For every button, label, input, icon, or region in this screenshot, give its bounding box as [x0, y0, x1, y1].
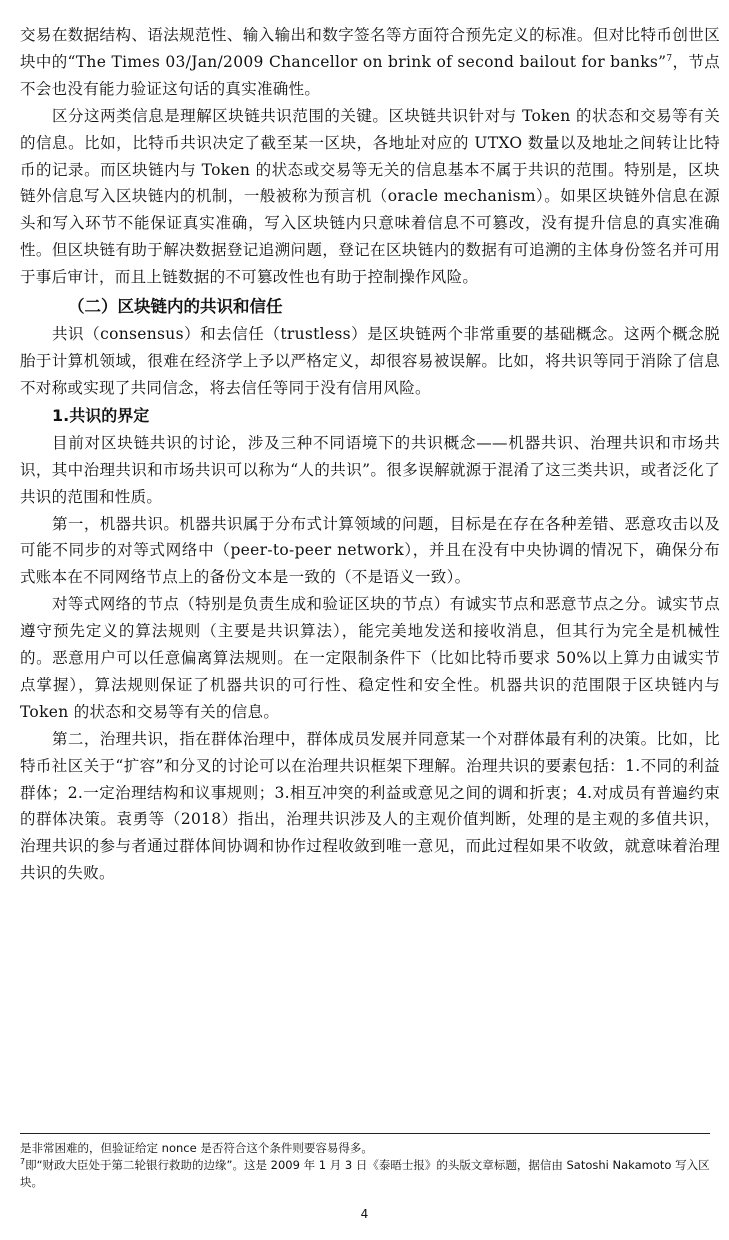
footnote-reference[interactable]: 7 — [666, 53, 673, 64]
page-number: 4 — [360, 1207, 369, 1221]
footnote-divider — [20, 1133, 710, 1134]
footnote-text: 即“财政大臣处于第二轮银行救助的边缘”。这是 2009 年 1 月 3 日《泰晤士报》的头版文章标题，据信由 Satoshi Nakamoto 写入区块。 — [20, 1158, 710, 1189]
paragraph: 第二，治理共识，指在群体治理中，群体成员发展并同意某一个对群体最有利的决策。比如，比特币社区关于“扩容”和分叉的讨论可以在治理共识框架下理解。治理共识的要素包括：1.不同的利益群体；2.一定治理结构和议事规则；3.相互冲突的利益或意见之间的调和折衷；4.对成员有普遍约束的群体决策。袁勇等（2018）指出，治理共识涉及人的主观价值判断，处理的是主观的多值共识，治理共识的参与者通过群体间协调和协作过程收敛到唯一意见，而此过程如果不收敛，就意味着治理共识的失败。 — [20, 729, 720, 883]
paragraph — [20, 22, 720, 103]
paragraph: 第一，机器共识。机器共识属于分布式计算领域的问题，目标是在存在各种差错、恶意攻击以及可能不同步的对等式网络中（peer-to-peer network），并且在没有中央协调的情况下，确保分布式账本在不同网络节点上的备份文本是一致的（不是语义一致）。 — [20, 514, 720, 587]
paragraph-text: 交易在数据结构、语法规范性、输入输出和数字签名等方面符合预先定义的标准。但对比特币创世区块中的“The Times 03/Jan/2009 Chancellor on brink of second bailout for banks” — [20, 26, 720, 71]
document-body — [20, 22, 720, 887]
paragraph: 目前对区块链共识的讨论，涉及三种不同语境下的共识概念——机器共识、治理共识和市场共识，其中治理共识和市场共识可以称为“人的共识”。很多误解就源于混淆了这三类共识，或者泛化了共识的范围和性质。 — [20, 433, 720, 506]
paragraph: 共识（consensus）和去信任（trustless）是区块链两个非常重要的基础概念。这两个概念脱胎于计算机领域，很难在经济学上予以严格定义，却很容易被误解。比如，将共识等同于消除了信息不对称或实现了共同信念，将去信任等同于没有信用风险。 — [20, 325, 720, 397]
footnote-continued: 是非常困难的，但验证给定 nonce 是否符合这个条件则要容易得多。 — [20, 1141, 373, 1155]
paragraph: 区分这两类信息是理解区块链共识范围的关键。区块链共识针对与 Token 的状态和交易等有关的信息。比如，比特币共识决定了截至某一区块，各地址对应的 UTXO 数量以及地址之间转让比特币的记录。而区块链内与 Token 的状态或交易等无关的信息基本不属于共识的范围。特别是，区块链外信息写入区块链内的机制，一般被称为预言机（oracle mechanism）。如果区块链外信息在源头和写入环节不能保证真实准确，写入区块链内只意味着信息不可篡改，没有提升信息的真实准确性。但区块链有助于解决数据登记追溯问题，登记在区块链内的数据有可追溯的主体身份签名并可用于事后审计，而且上链数据的不可篡改性也有助于控制操作风险。 — [20, 106, 720, 287]
footnote-7 — [20, 1157, 720, 1191]
subsection-heading: 1.共识的界定 — [52, 405, 150, 425]
paragraph-text: ，节点不会也没有能力验证这句话的真实准确性。 — [20, 52, 720, 98]
paragraph: 对等式网络的节点（特别是负责生成和验证区块的节点）有诚实节点和恶意节点之分。诚实节点遵守预先定义的算法规则（主要是共识算法），能完美地发送和接收消息，但其行为完全是机械性的。恶意用户可以任意偏离算法规则。在一定限制条件下（比如比特币要求 50%以上算力由诚实节点掌握），算法规则保证了机器共识的可行性、稳定性和安全性。机器共识的范围限于区块链内与 Token 的状态和交易等有关的信息。 — [20, 595, 720, 721]
footnote-mark: 7 — [20, 1157, 26, 1167]
section-heading: （二）区块链内的共识和信任 — [68, 297, 283, 317]
footnotes — [20, 1133, 720, 1191]
